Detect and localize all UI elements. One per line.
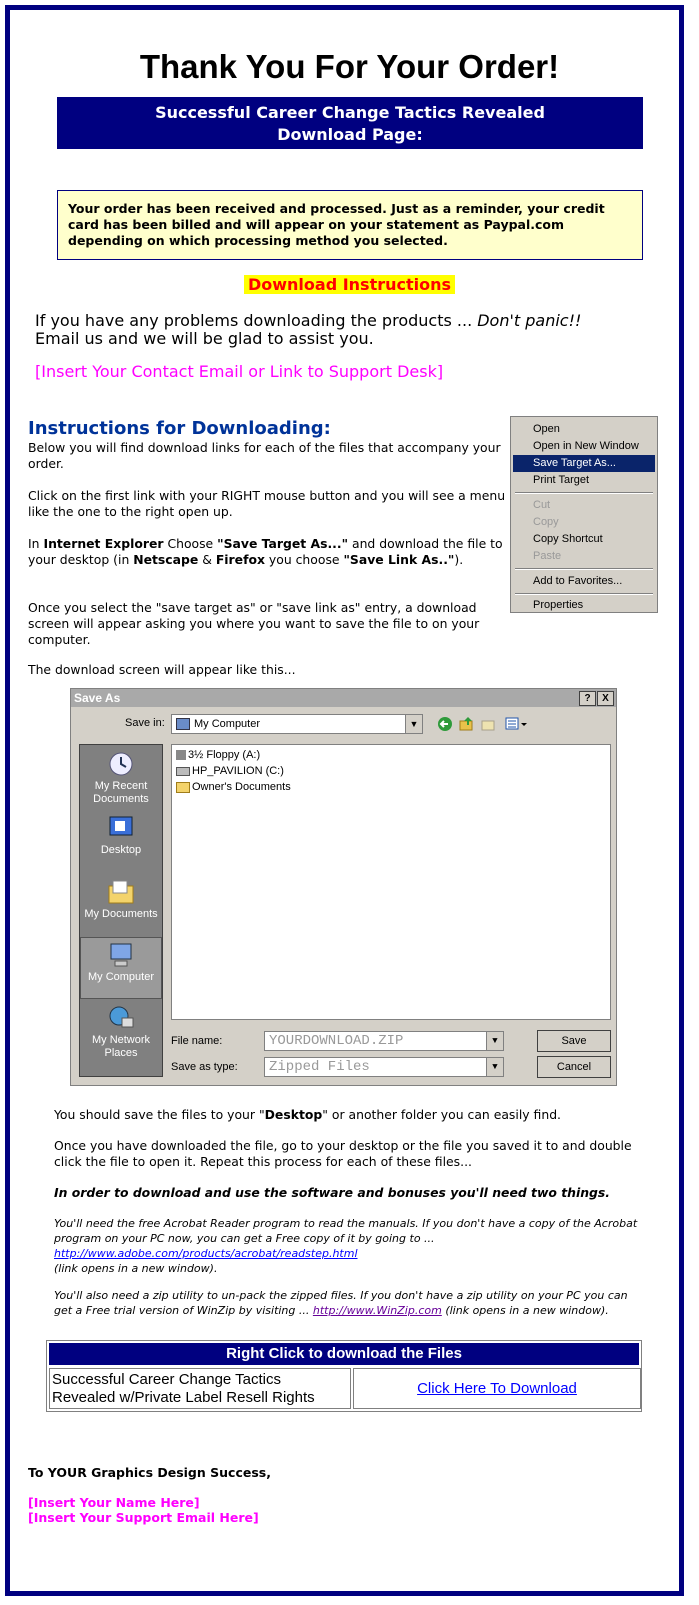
drive-icon [176, 767, 190, 776]
place-my-computer[interactable] [80, 937, 162, 999]
page-frame [5, 5, 684, 1596]
firefox-label: Firefox [215, 552, 265, 567]
download-link-cell [353, 1368, 641, 1409]
close-icon[interactable]: X [597, 691, 614, 706]
save-in-select[interactable] [171, 714, 423, 734]
help-icon[interactable]: ? [579, 691, 596, 706]
filename-label: File name: [171, 1035, 223, 1047]
menu-item-open-new-window[interactable]: Open in New Window [533, 440, 639, 452]
problems-text [35, 312, 665, 348]
recent-documents-icon [107, 751, 135, 777]
winzip-link[interactable]: http://www.WinZip.com [312, 1304, 442, 1317]
p3-text: ). [454, 552, 464, 567]
file-list[interactable] [171, 744, 611, 1020]
menu-item-copy: Copy [533, 516, 559, 528]
chevron-down-icon[interactable]: ▼ [486, 1032, 503, 1050]
place-my-documents[interactable] [80, 879, 162, 921]
menu-item-open[interactable]: Open [533, 423, 560, 435]
instructions-heading: Instructions for Downloading: [28, 418, 331, 439]
filename-input[interactable] [264, 1031, 504, 1051]
download-instructions-label: Download Instructions [244, 275, 455, 294]
place-label: My Network Places [91, 1034, 151, 1059]
file-item-owners-documents[interactable] [176, 780, 291, 794]
up-folder-icon[interactable] [459, 716, 475, 732]
menu-separator [515, 568, 653, 570]
menu-item-properties[interactable]: Properties [533, 599, 584, 611]
file-label: 3½ Floppy (A:) [188, 749, 261, 761]
save-as-type-label: Save as type: [171, 1061, 238, 1073]
file-label: HP_PAVILION (C:) [192, 765, 284, 777]
p3-text: In [28, 536, 44, 551]
open-file-instruction: Once you have downloaded the file, go to your desktop or the file you saved it to and double click the file to open it. Repeat this process for each of these files... [54, 1138, 632, 1169]
menu-item-copy-shortcut[interactable]: Copy Shortcut [533, 533, 603, 545]
my-computer-icon [107, 942, 135, 968]
save-in-value: My Computer [194, 718, 261, 730]
view-menu-icon[interactable] [505, 716, 527, 732]
netscape-label: Netscape [133, 552, 199, 567]
winzip-note: (link opens in a new window). [441, 1304, 609, 1317]
product-banner [57, 97, 643, 149]
download-table [46, 1340, 642, 1412]
instructions-p4: Once you select the "save target as" or "save link as" entry, a download screen will appear asking you where you want to save the file to on your computer. [28, 600, 480, 647]
menu-item-print-target[interactable]: Print Target [533, 474, 590, 486]
p3-text: Choose [163, 536, 218, 551]
acrobat-text: You'll need the free Acrobat Reader program to read the manuals. If you don't have a copy of the Acrobat program on your PC now, you can get a Free copy of it by going to ... [54, 1217, 638, 1245]
problems-text-2: Email us and we will be glad to assist you. [35, 329, 374, 348]
product-name-cell: Successful Career Change Tactics Revealed w/Private Label Resell Rights [49, 1368, 351, 1409]
place-label: My Recent Documents [93, 780, 149, 805]
desktop-icon [107, 815, 135, 841]
file-item-floppy[interactable] [176, 748, 260, 762]
contact-placeholder[interactable]: [Insert Your Contact Email or Link to Support Desk] [35, 362, 444, 381]
p3-text: & [198, 552, 216, 567]
page-title: Thank You For Your Order! [139, 48, 560, 85]
file-label: Owner's Documents [192, 781, 291, 793]
instructions-p1: Below you will find download links for each of the files that accompany your order. [28, 440, 501, 471]
desktop-text: " or another folder you can easily find. [322, 1107, 561, 1122]
support-email-placeholder: [Insert Your Support Email Here] [28, 1510, 259, 1525]
network-places-icon [107, 1005, 135, 1031]
back-icon[interactable] [437, 716, 453, 732]
acrobat-note: (link opens in a new window). [54, 1262, 218, 1275]
instructions-p2: Click on the first link with your RIGHT mouse button and you will see a menu like the one to the right open up. [28, 488, 506, 519]
file-item-drive-c[interactable] [176, 764, 284, 778]
desktop-instruction [54, 1107, 654, 1122]
dialog-title: Save As [71, 689, 616, 707]
new-folder-icon[interactable] [481, 716, 497, 732]
banner-line-2: Download Page: [277, 125, 423, 144]
menu-item-add-favorites[interactable]: Add to Favorites... [533, 575, 623, 587]
problems-text-1: If you have any problems downloading the products ... [35, 311, 478, 330]
computer-icon [176, 718, 190, 730]
winzip-paragraph [54, 1288, 644, 1318]
place-network-places[interactable] [80, 1005, 162, 1060]
place-label: Desktop [100, 844, 142, 856]
menu-item-save-target-as[interactable]: Save Target As... [513, 455, 655, 472]
save-as-type-value: Zipped Files [269, 1059, 370, 1075]
save-link-label: "Save Link As.." [343, 552, 455, 567]
banner-line-1: Successful Career Change Tactics Revealed [155, 103, 545, 122]
context-menu-image [510, 416, 658, 613]
p3-text: you choose [264, 552, 344, 567]
name-placeholder: [Insert Your Name Here] [28, 1495, 200, 1510]
download-link[interactable]: Click Here To Download [417, 1380, 577, 1397]
save-in-label: Save in: [125, 717, 165, 729]
menu-item-paste: Paste [533, 550, 562, 562]
filename-value: YOURDOWNLOAD.ZIP [269, 1033, 404, 1049]
desktop-bold: Desktop [264, 1107, 323, 1122]
download-instructions-heading [10, 275, 689, 294]
download-table-header: Right Click to download the Files [49, 1343, 639, 1365]
my-documents-icon [107, 879, 135, 905]
winzip-text: You'll also need a zip utility to un-pack the zipped files. If you don't have a zip utility on your PC you can get a Free trial version of WinZip by visiting ... [54, 1289, 628, 1317]
desktop-text: You should save the files to your " [54, 1107, 265, 1122]
place-recent-documents[interactable] [80, 751, 162, 806]
signoff-line: To YOUR Graphics Design Success, [28, 1465, 271, 1480]
acrobat-paragraph [54, 1216, 644, 1276]
ie-label: Internet Explorer [43, 536, 164, 551]
cancel-button[interactable]: Cancel [537, 1056, 611, 1078]
p3-text: and download the file to your desktop (in [28, 536, 503, 567]
menu-item-cut: Cut [533, 499, 551, 511]
order-notice: Your order has been received and processed. Just as a reminder, your credit card has been billed and will appear on your statement as Paypal.com depending on which processing method you selected. [57, 190, 643, 260]
place-label: My Documents [84, 908, 158, 920]
folder-icon [176, 782, 190, 793]
save-as-dialog [70, 688, 617, 1086]
save-target-label: "Save Target As..." [217, 536, 349, 551]
place-label: My Computer [87, 971, 155, 983]
instructions-p5: The download screen will appear like this... [28, 662, 296, 677]
places-bar [79, 744, 163, 1077]
menu-separator [515, 492, 653, 494]
floppy-icon [176, 750, 186, 760]
instructions-p3 [28, 536, 508, 568]
save-as-type-select[interactable] [264, 1057, 504, 1077]
two-things-heading: In order to download and use the software and bonuses you'll need two things. [54, 1185, 610, 1200]
chevron-down-icon[interactable]: ▼ [405, 715, 422, 733]
save-button[interactable]: Save [537, 1030, 611, 1052]
chevron-down-icon[interactable]: ▼ [486, 1058, 503, 1076]
menu-separator [515, 593, 653, 595]
dont-panic-text: Don't panic!! [477, 311, 582, 330]
acrobat-link[interactable]: http://www.adobe.com/products/acrobat/readstep.html [54, 1247, 358, 1260]
place-desktop[interactable] [80, 815, 162, 857]
